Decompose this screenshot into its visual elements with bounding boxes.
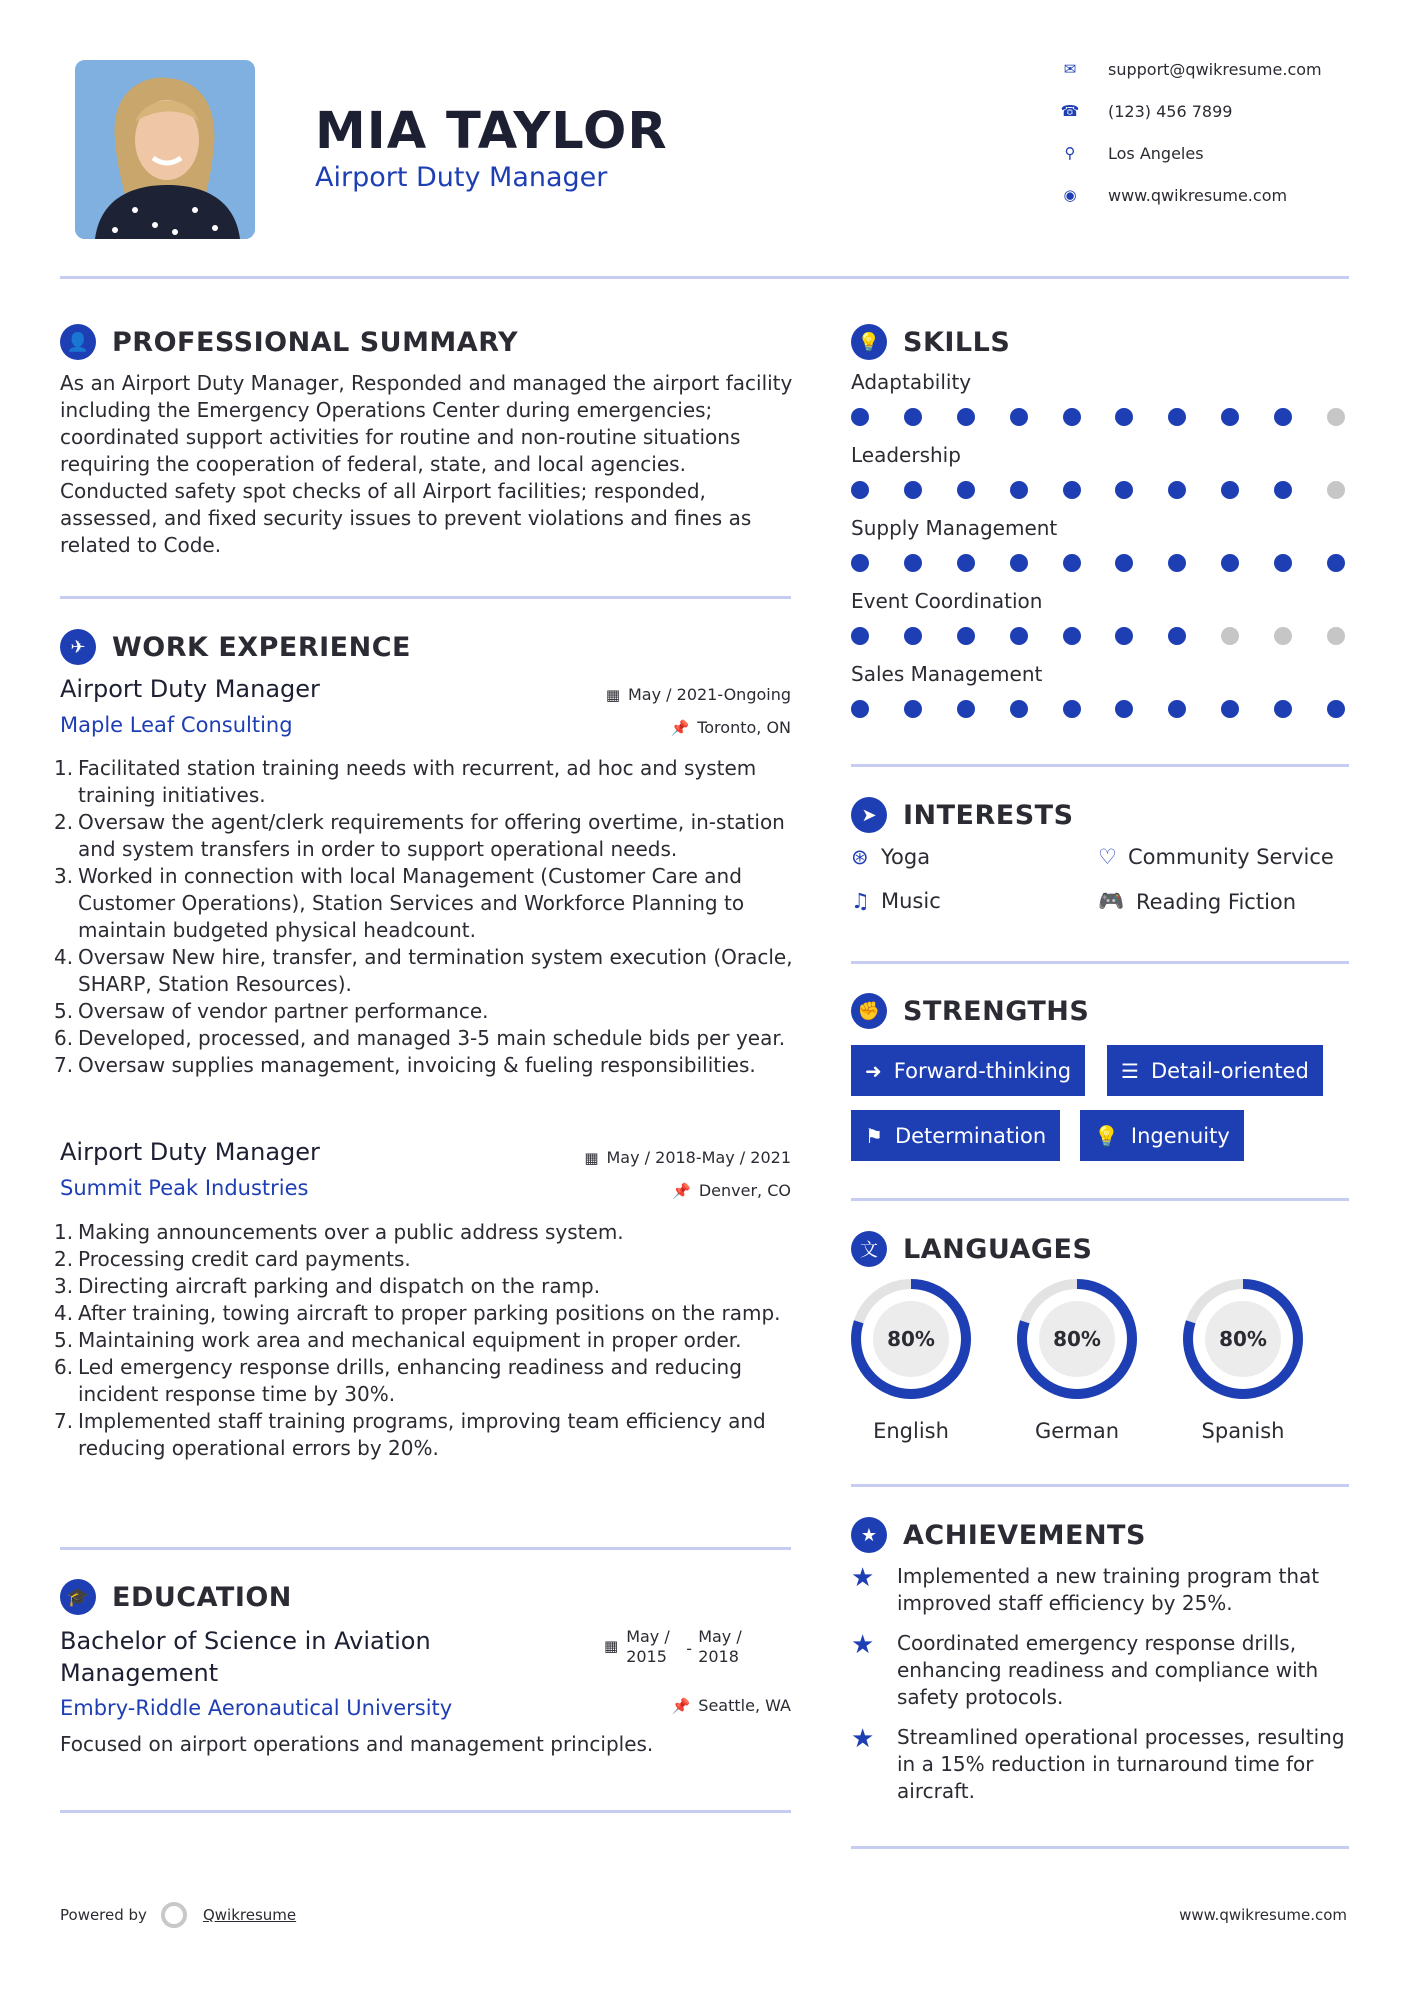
skill-dot-filled	[1115, 627, 1133, 645]
qwikresume-logo-icon	[161, 1902, 187, 1928]
powered-by-label: Powered by	[60, 1906, 147, 1924]
list-item: 2. Oversaw the agent/clerk requirements for offering overtime, in-station and system transfers in order to support operational needs.	[54, 810, 785, 861]
candidate-name: MIA TAYLOR	[315, 102, 668, 161]
education-start: May / 2015	[626, 1627, 670, 1666]
contact-website	[1050, 180, 1287, 210]
skill-dot-filled	[1327, 554, 1345, 572]
language-ring	[1181, 1277, 1305, 1401]
language-percent: 80%	[1053, 1327, 1101, 1351]
skill-item	[851, 443, 1351, 516]
language-ring	[1015, 1277, 1139, 1401]
list-item: 7. Implemented staff training programs, improving team efficiency and reducing operational errors by 20%.	[54, 1409, 766, 1460]
achievement-item	[851, 1724, 1351, 1805]
header-divider	[60, 276, 1349, 279]
skill-dot-empty	[1221, 627, 1239, 645]
skill-dot-filled	[1115, 554, 1133, 572]
skill-dot-filled	[1221, 700, 1239, 718]
star-icon: ★	[851, 1630, 875, 1660]
strength-tag	[851, 1110, 1060, 1161]
skill-dot-filled	[1063, 700, 1081, 718]
language-icon: 文	[851, 1231, 887, 1267]
flag-icon: ⚑	[865, 1123, 883, 1148]
star-badge-icon: ★	[851, 1517, 887, 1553]
fist-icon: ✊	[851, 993, 887, 1029]
strength-label: Determination	[894, 1123, 1047, 1148]
language-label: German	[1034, 1419, 1120, 1443]
skill-rating	[851, 481, 1345, 499]
strengths-heading: STRENGTHS	[903, 995, 1090, 1027]
lifebuoy-icon: ⊛	[851, 845, 869, 869]
skill-dot-filled	[1221, 481, 1239, 499]
interest-label: Yoga	[881, 845, 931, 869]
list-item: 4. After training, towing aircraft to proper parking positions on the ramp.	[54, 1301, 781, 1325]
language-percent: 80%	[887, 1327, 935, 1351]
skill-item	[851, 662, 1351, 735]
contact-phone	[1050, 96, 1232, 126]
job-dates-text: May / 2018-May / 2021	[606, 1148, 791, 1167]
language-percent: 80%	[1219, 1327, 1267, 1351]
skills-heading: SKILLS	[903, 326, 1011, 358]
interests-header	[851, 797, 1074, 833]
list-item: 1. Making announcements over a public address system.	[54, 1220, 624, 1244]
map-pin-icon: ⚲	[1064, 144, 1076, 162]
skills-header	[851, 324, 1010, 360]
language-item	[1015, 1277, 1139, 1443]
education-location-text: Seattle, WA	[698, 1696, 791, 1715]
interests-divider	[851, 961, 1349, 964]
skill-label: Leadership	[851, 443, 961, 467]
languages-header	[851, 1231, 1092, 1267]
skill-dot-filled	[1063, 554, 1081, 572]
experience-header	[60, 629, 411, 665]
education-dates	[604, 1627, 758, 1667]
education-header	[60, 1579, 292, 1615]
achievements-header	[851, 1517, 1146, 1553]
skill-dot-empty	[1327, 481, 1345, 499]
skill-rating	[851, 554, 1345, 572]
strength-tag	[1107, 1045, 1323, 1096]
skill-item	[851, 516, 1351, 589]
lightbulb-icon: 💡	[851, 324, 887, 360]
calendar-icon: ▦	[584, 1148, 599, 1167]
list-item: 4. Oversaw New hire, transfer, and termination system execution (Oracle, SHARP, Station Resources).	[54, 945, 793, 996]
skill-dot-filled	[1010, 700, 1028, 718]
skill-dot-empty	[1327, 627, 1345, 645]
skill-dot-filled	[904, 408, 922, 426]
briefcase-icon: ✈	[60, 629, 96, 665]
skills-list	[851, 370, 1351, 735]
experience-divider	[60, 1547, 791, 1550]
strengths-divider	[851, 1198, 1349, 1201]
job-dates	[520, 685, 791, 704]
skill-dot-filled	[957, 554, 975, 572]
skill-dot-filled	[1063, 627, 1081, 645]
education-note: Focused on airport operations and management principles.	[60, 1732, 654, 1756]
job-duties-list	[54, 755, 800, 1079]
list-item: 6. Led emergency response drills, enhancing readiness and reducing incident response time by 30%.	[54, 1355, 742, 1406]
list-item: 2. Processing credit card payments.	[54, 1247, 411, 1271]
language-label: English	[873, 1419, 949, 1443]
skill-dot-filled	[851, 627, 869, 645]
hand-heart-icon: ♡	[1098, 845, 1117, 869]
graduation-icon: 🎓	[60, 1579, 96, 1615]
skill-dot-filled	[1168, 554, 1186, 572]
achievement-text: Implemented a new training program that improved staff efficiency by 25%.	[897, 1564, 1320, 1615]
education-divider	[60, 1810, 791, 1813]
company-name: Maple Leaf Consulting	[60, 713, 293, 737]
skill-rating	[851, 700, 1345, 718]
interest-label: Reading Fiction	[1136, 889, 1297, 914]
skill-dot-filled	[1274, 554, 1292, 572]
calendar-icon: ▦	[604, 1637, 619, 1655]
skill-item	[851, 370, 1351, 443]
lightbulb-icon: 💡	[1094, 1123, 1119, 1148]
education-heading: EDUCATION	[112, 1581, 292, 1613]
language-ring	[849, 1277, 973, 1401]
skill-dot-filled	[1010, 481, 1028, 499]
list-item: 3. Directing aircraft parking and dispatch on the ramp.	[54, 1274, 601, 1298]
skill-dot-filled	[1010, 554, 1028, 572]
footer-url[interactable]: www.qwikresume.com	[1179, 1906, 1347, 1924]
skill-rating	[851, 408, 1345, 426]
list-item: 5. Oversaw of vendor partner performance.	[54, 999, 489, 1023]
job-dates-text: May / 2021-Ongoing	[628, 685, 791, 704]
strength-label: Detail-oriented	[1150, 1058, 1309, 1083]
skill-dot-filled	[1168, 700, 1186, 718]
job-title: Airport Duty Manager	[60, 1138, 320, 1166]
date-separator: -	[686, 1639, 692, 1658]
skill-dot-filled	[1063, 408, 1081, 426]
interest-item	[1098, 845, 1334, 869]
skill-label: Event Coordination	[851, 589, 1043, 613]
job-location-text: Toronto, ON	[697, 718, 791, 737]
list-icon: ☰	[1121, 1058, 1139, 1083]
strength-tag	[1080, 1110, 1244, 1161]
interest-item	[1098, 889, 1296, 914]
list-item: 3. Worked in connection with local Management (Customer Care and Customer Operations), Station Services and Workforce Planning to maintain budgeted physical headcount.	[54, 864, 745, 942]
skill-dot-filled	[1010, 408, 1028, 426]
contact-website-text[interactable]: www.qwikresume.com	[1108, 185, 1288, 205]
list-item: 5. Maintaining work area and mechanical equipment in proper order.	[54, 1328, 742, 1352]
skill-dot-filled	[1115, 481, 1133, 499]
skill-dot-filled	[957, 700, 975, 718]
skill-dot-filled	[1221, 408, 1239, 426]
calendar-icon: ▦	[605, 685, 620, 704]
summary-text: As an Airport Duty Manager, Responded and managed the airport facility including the Emergency Operations Center during emergencies; coordinated support activities for routine and non-routine situations requiring the cooperation of federal, state, and local agencies. Conducted safety spot checks of all Airport facilities; responded, assessed, and fixed security issues to prevent violations and fines as related to Code.	[60, 371, 793, 557]
star-icon: ★	[851, 1563, 875, 1593]
skill-dot-empty	[1327, 408, 1345, 426]
job-location-text: Denver, CO	[698, 1181, 791, 1200]
profile-photo-illustration	[75, 60, 255, 239]
achievements-heading: ACHIEVEMENTS	[903, 1519, 1146, 1551]
list-item: 6. Developed, processed, and managed 3-5 main schedule bids per year.	[54, 1026, 786, 1050]
skill-dot-filled	[1327, 700, 1345, 718]
contact-location	[1050, 138, 1204, 168]
skill-dot-filled	[851, 408, 869, 426]
skill-dot-filled	[1274, 408, 1292, 426]
strength-tag	[851, 1045, 1085, 1096]
skill-dot-filled	[851, 554, 869, 572]
skill-dot-filled	[904, 700, 922, 718]
envelope-icon: ✉	[1063, 60, 1077, 78]
job-location	[520, 1181, 791, 1200]
contact-phone-text: (123) 456 7899	[1108, 101, 1233, 121]
skill-item	[851, 589, 1351, 662]
languages-divider	[851, 1484, 1349, 1487]
skill-dot-filled	[1115, 700, 1133, 718]
language-item	[1181, 1277, 1305, 1443]
achievement-text: Streamlined operational processes, resulting in a 15% reduction in turnaround time for aircraft.	[897, 1725, 1345, 1803]
user-icon: 👤	[60, 324, 96, 360]
contact-email-text[interactable]: support@qwikresume.com	[1108, 59, 1322, 79]
skill-dot-filled	[1221, 554, 1239, 572]
pushpin-icon: 📌	[670, 718, 690, 737]
skill-dot-filled	[904, 627, 922, 645]
skill-rating	[851, 627, 1345, 645]
gamepad-icon: 🎮	[1098, 889, 1125, 913]
interest-label: Music	[881, 889, 941, 913]
achievements-divider	[851, 1846, 1349, 1849]
list-item: 7. Oversaw supplies management, invoicing & fueling responsibilities.	[54, 1053, 756, 1077]
degree-title: Bachelor of Science in Aviation Management	[60, 1627, 431, 1687]
music-note-icon: ♫	[851, 889, 870, 913]
skill-dot-filled	[1274, 481, 1292, 499]
interest-item	[851, 889, 941, 913]
pushpin-icon: 📌	[671, 1696, 691, 1715]
education-end: May / 2018	[698, 1627, 742, 1666]
skill-dot-filled	[957, 481, 975, 499]
contact-email	[1050, 54, 1322, 84]
paper-plane-icon: ➤	[851, 797, 887, 833]
skill-dot-filled	[1168, 627, 1186, 645]
achievement-item	[851, 1630, 1351, 1711]
job-location	[520, 718, 791, 737]
skill-dot-empty	[1274, 627, 1292, 645]
skill-dot-filled	[957, 627, 975, 645]
strengths-header	[851, 993, 1089, 1029]
strength-label: Forward-thinking	[893, 1058, 1072, 1083]
phone-icon: ☎	[1060, 102, 1080, 120]
skill-dot-filled	[1010, 627, 1028, 645]
interests-heading: INTERESTS	[903, 799, 1074, 831]
experience-heading: WORK EXPERIENCE	[112, 631, 411, 663]
contact-location-text: Los Angeles	[1108, 143, 1204, 163]
skill-dot-filled	[1115, 408, 1133, 426]
arrow-right-icon: ➜	[865, 1058, 882, 1083]
skills-divider	[851, 764, 1349, 767]
skill-label: Sales Management	[851, 662, 1043, 686]
skill-dot-filled	[1063, 481, 1081, 499]
footer-powered-by	[60, 1902, 296, 1928]
summary-divider	[60, 596, 791, 599]
skill-dot-filled	[1168, 481, 1186, 499]
skill-label: Adaptability	[851, 370, 972, 394]
languages-heading: LANGUAGES	[903, 1233, 1093, 1265]
candidate-title: Airport Duty Manager	[315, 162, 608, 193]
summary-heading: PROFESSIONAL SUMMARY	[112, 326, 519, 358]
brand-link[interactable]: Qwikresume	[202, 1906, 297, 1924]
job-title: Airport Duty Manager	[60, 675, 320, 703]
education-location	[520, 1696, 791, 1715]
pushpin-icon: 📌	[672, 1181, 691, 1200]
star-icon: ★	[851, 1724, 875, 1754]
summary-header	[60, 324, 518, 360]
skill-dot-filled	[851, 700, 869, 718]
strength-label: Ingenuity	[1130, 1123, 1230, 1148]
interest-label: Community Service	[1128, 845, 1334, 869]
achievement-item	[851, 1563, 1351, 1617]
school-name: Embry-Riddle Aeronautical University	[60, 1696, 453, 1720]
language-item	[849, 1277, 973, 1443]
globe-icon: ◉	[1063, 186, 1077, 204]
skill-dot-filled	[904, 481, 922, 499]
job-duties-list	[54, 1219, 800, 1462]
job-dates	[520, 1148, 791, 1167]
skill-dot-filled	[904, 554, 922, 572]
achievement-text: Coordinated emergency response drills, enhancing readiness and compliance with safety protocols.	[897, 1631, 1319, 1709]
skill-dot-filled	[851, 481, 869, 499]
skill-dot-filled	[1168, 408, 1186, 426]
skill-dot-filled	[1274, 700, 1292, 718]
interest-item	[851, 845, 930, 869]
skill-dot-filled	[957, 408, 975, 426]
company-name: Summit Peak Industries	[60, 1176, 309, 1200]
language-label: Spanish	[1201, 1419, 1285, 1443]
profile-photo	[75, 60, 255, 239]
skill-label: Supply Management	[851, 516, 1058, 540]
list-item: 1. Facilitated station training needs with recurrent, ad hoc and system training initiatives.	[54, 756, 757, 807]
